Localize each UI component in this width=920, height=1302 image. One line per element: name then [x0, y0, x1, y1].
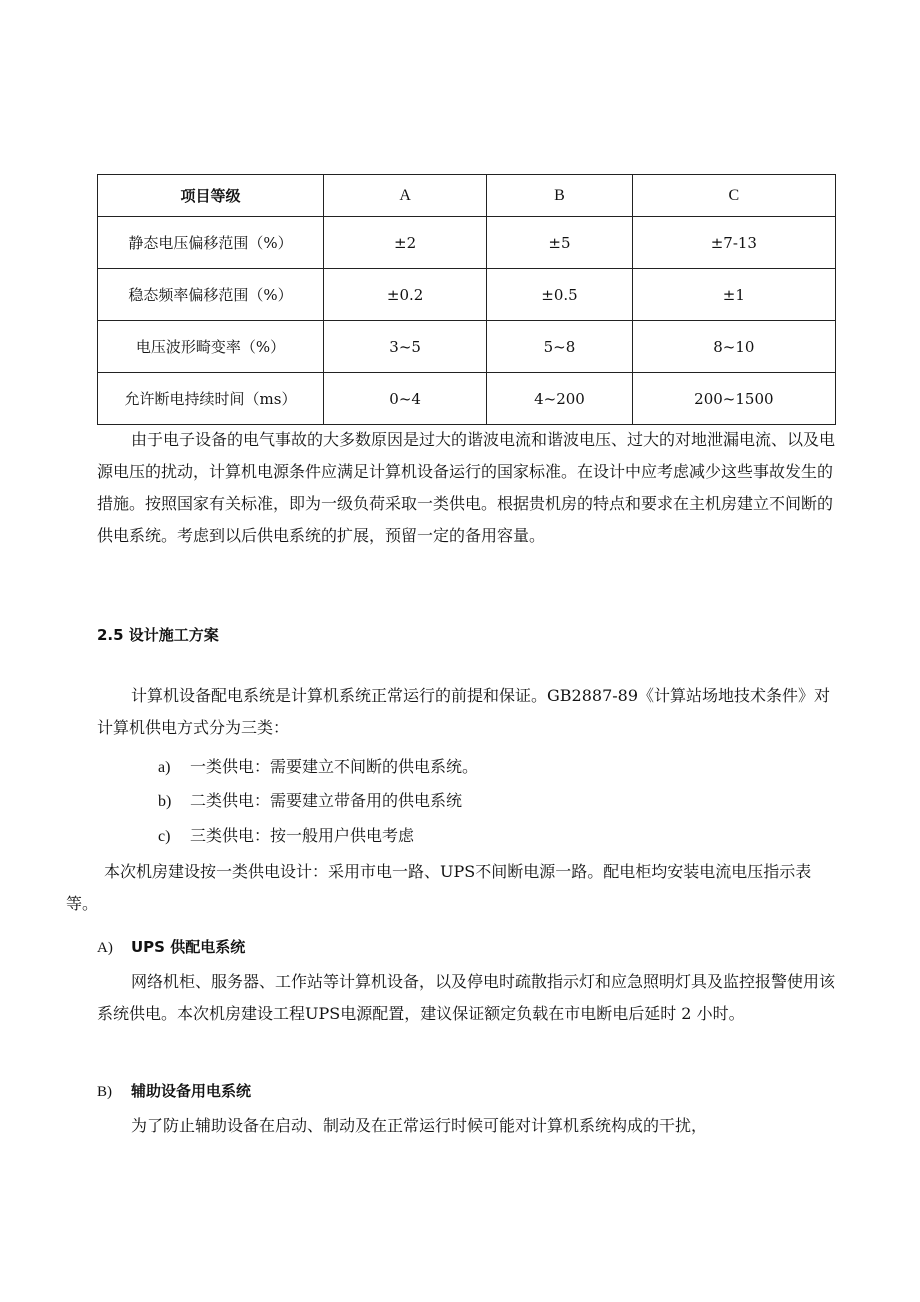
- table-header-row: [98, 175, 836, 217]
- paragraph-ups: 网络机柜、服务器、工作站等计算机设备，以及停电时疏散指示灯和应急照明灯具及监控报警使用该系统供电。本次机房建设工程UPS电源配置，建议保证额定负载在市电断电后延时 2 小时。: [97, 972, 836, 1023]
- table-cell: 200~1500: [632, 373, 835, 425]
- table-cell: 电压波形畸变率（%）: [98, 321, 324, 373]
- table-row: [98, 321, 836, 373]
- list-marker: a): [158, 759, 171, 776]
- list-item: [158, 785, 818, 818]
- power-quality-table: [97, 174, 836, 425]
- table-cell: 允许断电持续时间（ms）: [98, 373, 324, 425]
- paragraph-auxiliary: 为了防止辅助设备在启动、制动及在正常运行时候可能对计算机系统构成的干扰，: [131, 1116, 708, 1135]
- section-heading: 2.5 设计施工方案: [97, 626, 219, 644]
- table-row: [98, 269, 836, 321]
- paragraph-design: 本次机房建设按一类供电设计：采用市电一路、UPS不间断电源一路。配电柜均安装电流电压指示表等。: [66, 862, 812, 913]
- table-cell: 4~200: [487, 373, 632, 425]
- list-item: [158, 820, 818, 853]
- subheading-marker: A): [97, 940, 113, 956]
- table-cell: 静态电压偏移范围（%）: [98, 217, 324, 269]
- paragraph-power-classes: 计算机设备配电系统是计算机系统正常运行的前提和保证。GB2887-89《计算站场地技术条件》对计算机供电方式分为三类：: [97, 686, 831, 737]
- list-text: 一类供电：需要建立不间断的供电系统。: [190, 757, 479, 776]
- table-row: [98, 217, 836, 269]
- subheading-title: 辅助设备用电系统: [131, 1082, 252, 1100]
- table-cell: 8~10: [632, 321, 835, 373]
- table-row: [98, 373, 836, 425]
- table-header-cell: 项目等级: [98, 175, 324, 217]
- list-marker: b): [158, 793, 172, 810]
- subheading-b: [97, 1075, 251, 1108]
- table-cell: 3~5: [323, 321, 486, 373]
- table-header-cell: C: [632, 175, 835, 217]
- subheading-a: [97, 931, 245, 964]
- table-cell: ±0.2: [323, 269, 486, 321]
- paragraph-power-requirements: 由于电子设备的电气事故的大多数原因是过大的谐波电流和谐波电压、过大的对地泄漏电流、以及电源电压的扰动，计算机电源条件应满足计算机设备运行的国家标准。在设计中应考虑减少这些事故发生的措施。按照国家有关标准，即为一级负荷采取一类供电。根据贵机房的特点和要求在主机房建立不间断的供电系统。考虑到以后供电系统的扩展，预留一定的备用容量。: [97, 430, 836, 545]
- table-cell: ±2: [323, 217, 486, 269]
- subheading-marker: B): [97, 1084, 112, 1100]
- table-cell: 稳态频率偏移范围（%）: [98, 269, 324, 321]
- table-cell: ±0.5: [487, 269, 632, 321]
- list-marker: c): [158, 828, 171, 845]
- subheading-title: UPS 供配电系统: [131, 938, 246, 956]
- table-cell: 0~4: [323, 373, 486, 425]
- list-text: 二类供电：需要建立带备用的供电系统: [190, 791, 463, 810]
- table-cell: ±7-13: [632, 217, 835, 269]
- table-header-cell: A: [323, 175, 486, 217]
- table-cell: ±1: [632, 269, 835, 321]
- table-header-cell: B: [487, 175, 632, 217]
- table-cell: ±5: [487, 217, 632, 269]
- list-item: [158, 751, 818, 784]
- list-text: 三类供电：按一般用户供电考虑: [190, 826, 415, 845]
- table-cell: 5~8: [487, 321, 632, 373]
